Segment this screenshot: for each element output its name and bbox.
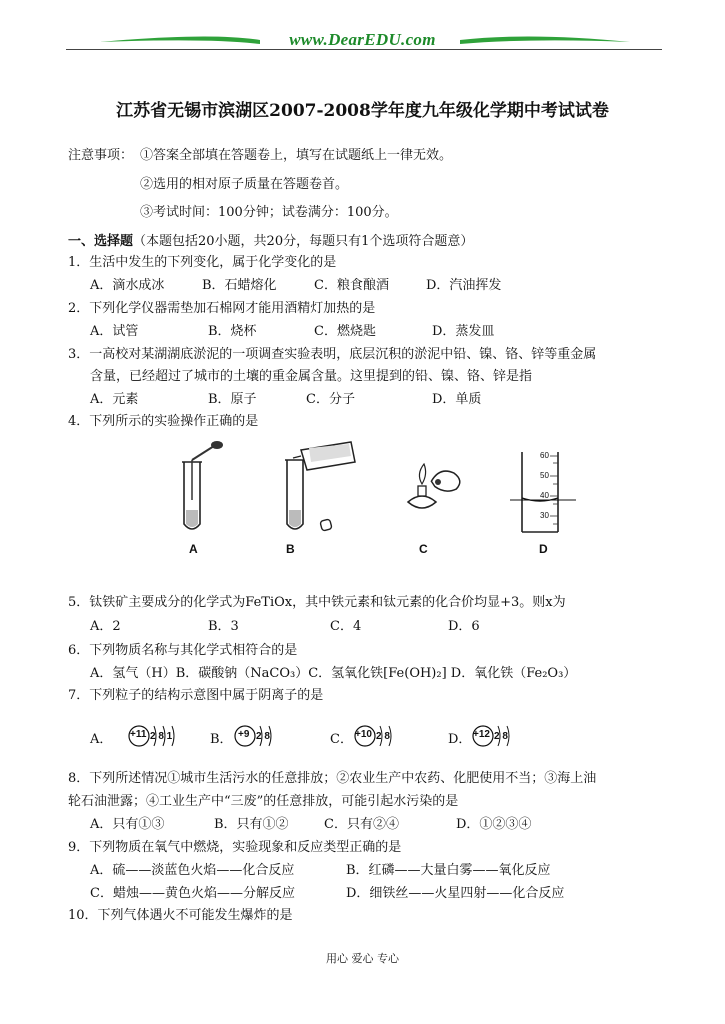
q4-figure-b-label: B — [286, 542, 295, 556]
question-7-stem: 7．下列粒子的结构示意图中属于阴离子的是 — [68, 688, 324, 703]
question-10-stem: 10．下列气体遇火不可能发生爆炸的是 — [68, 908, 293, 923]
q7-option-a-letter: A． — [90, 732, 113, 747]
q2-option-c: C．燃烧匙 — [314, 324, 376, 339]
q1-option-d: D．汽油挥发 — [426, 278, 502, 293]
notes-label: 注意事项： — [68, 148, 134, 163]
q8-option-a: A．只有①③ — [90, 817, 165, 832]
q3-option-a: A．元素 — [90, 392, 139, 407]
q3-option-d: D．单质 — [432, 392, 482, 407]
q9-option-d: D．细铁丝——火星四射——化合反应 — [346, 886, 565, 901]
question-2-stem: 2．下列化学仪器需垫加石棉网才能用酒精灯加热的是 — [68, 301, 376, 316]
q2-option-d: D．蒸发皿 — [432, 324, 495, 339]
cylinder-tick-60: 60 — [540, 451, 549, 460]
q7-atom-d-diagram — [472, 722, 522, 750]
question-8-stem-line1: 8．下列所述情况①城市生活污水的任意排放；②农业生产中农药、化肥使用不当；③海上油 — [68, 771, 597, 786]
q9-option-a: A．硫——淡蓝色火焰——化合反应 — [90, 863, 295, 878]
q7-atom-b-nucleus: +9 — [238, 729, 250, 740]
q8-option-c: C．只有②④ — [324, 817, 399, 832]
q7-option-c-letter: C． — [330, 732, 353, 747]
question-3-stem-line2: 含量，已经超过了城市的土壤的重金属含量。这里提到的铅、镍、铬、锌是指 — [90, 369, 533, 384]
q3-option-c: C．分子 — [306, 392, 355, 407]
q7-atom-b-shells: 2 8 — [256, 731, 270, 742]
q7-atom-a-diagram — [128, 722, 188, 750]
q4-figure-c-label: C — [419, 542, 428, 556]
section-title: 一、选择题 — [68, 234, 134, 249]
page-footer: 用心 爱心 专心 — [326, 952, 399, 965]
q8-option-b: B．只有①② — [214, 817, 289, 832]
q7-atom-c-diagram — [354, 722, 404, 750]
note-item-1: ①答案全部填在答题卷上，填写在试题纸上一律无效。 — [140, 148, 453, 163]
note-item-3: ③考试时间：100分钟；试卷满分：100分。 — [140, 205, 398, 220]
q5-option-c: C．4 — [330, 619, 362, 634]
q9-option-c: C．蜡烛——黄色火焰——分解反应 — [90, 886, 295, 901]
site-logo-text: www.DearEDU.com — [289, 30, 436, 49]
q7-atom-a-nucleus: +11 — [130, 729, 147, 740]
q4-figure-a-label: A — [189, 542, 198, 556]
q2-option-a: A．试管 — [90, 324, 139, 339]
q7-atom-d-nucleus: +12 — [473, 729, 490, 740]
q7-option-b-letter: B． — [210, 732, 233, 747]
q6-options-line: A．氢气（H）B．碳酸钠（NaCO₃）C．氢氧化铁[Fe(OH)₂] D．氧化铁（Fe₂O₃） — [90, 666, 577, 681]
question-3-stem-line1: 3．一高校对某湖湖底淤泥的一项调查实验表明，底层沉积的淤泥中铅、镍、铬、锌等重金属 — [68, 347, 597, 362]
q4-figure-a-dropper-icon — [170, 440, 230, 535]
q4-figure-c-alcohol-lamp-icon — [398, 460, 478, 520]
q9-option-b: B．红磷——大量白雾——氧化反应 — [346, 863, 551, 878]
q5-option-a: A．2 — [90, 619, 121, 634]
q5-option-b: B．3 — [208, 619, 239, 634]
exam-title: 江苏省无锡市滨湖区2007-2008学年度九年级化学期中考试试卷 — [116, 101, 609, 121]
q7-atom-d-shells: 2 8 — [494, 731, 508, 742]
q2-option-b: B．烧杯 — [208, 324, 257, 339]
question-5-stem: 5．钛铁矿主要成分的化学式为FeTiOx，其中铁元素和钛元素的化合价均显+3。则x为 — [68, 595, 566, 610]
section-desc: （本题包括20小题，共20分，每题只有1个选项符合题意） — [133, 234, 474, 249]
q7-atom-a-shells: 2 8 1 — [150, 731, 173, 742]
question-1-stem: 1．生活中发生的下列变化，属于化学变化的是 — [68, 255, 337, 270]
question-9-stem: 9．下列物质在氧气中燃烧，实验现象和反应类型正确的是 — [68, 840, 402, 855]
q1-option-b: B．石蜡熔化 — [202, 278, 277, 293]
q7-atom-c-shells: 2 8 — [376, 731, 390, 742]
q7-atom-c-nucleus: +10 — [355, 729, 372, 740]
cylinder-tick-30: 30 — [540, 511, 549, 520]
q7-atom-b-diagram — [234, 722, 284, 750]
site-logo — [60, 28, 665, 58]
q8-option-d: D．①②③④ — [456, 817, 532, 832]
header-rule — [66, 49, 662, 50]
section-heading — [68, 230, 473, 249]
question-8-stem-line2: 轮石油泄露；④工业生产中“三废”的任意排放，可能引起水污染的是 — [68, 794, 459, 809]
q3-option-b: B．原子 — [208, 392, 257, 407]
q1-option-a: A．滴水成冰 — [90, 278, 165, 293]
q5-option-d: D．6 — [448, 619, 480, 634]
note-item-2: ②选用的相对原子质量在答题卷首。 — [140, 177, 349, 192]
cylinder-tick-50: 50 — [540, 471, 549, 480]
cylinder-tick-40: 40 — [540, 491, 549, 500]
q4-figure-b-pouring-icon — [265, 436, 365, 536]
question-4-stem: 4．下列所示的实验操作正确的是 — [68, 414, 259, 429]
question-6-stem: 6．下列物质名称与其化学式相符合的是 — [68, 643, 298, 658]
q7-option-d-letter: D． — [448, 732, 472, 747]
q4-figure-d-label: D — [539, 542, 548, 556]
q1-option-c: C．粮食酿酒 — [314, 278, 389, 293]
